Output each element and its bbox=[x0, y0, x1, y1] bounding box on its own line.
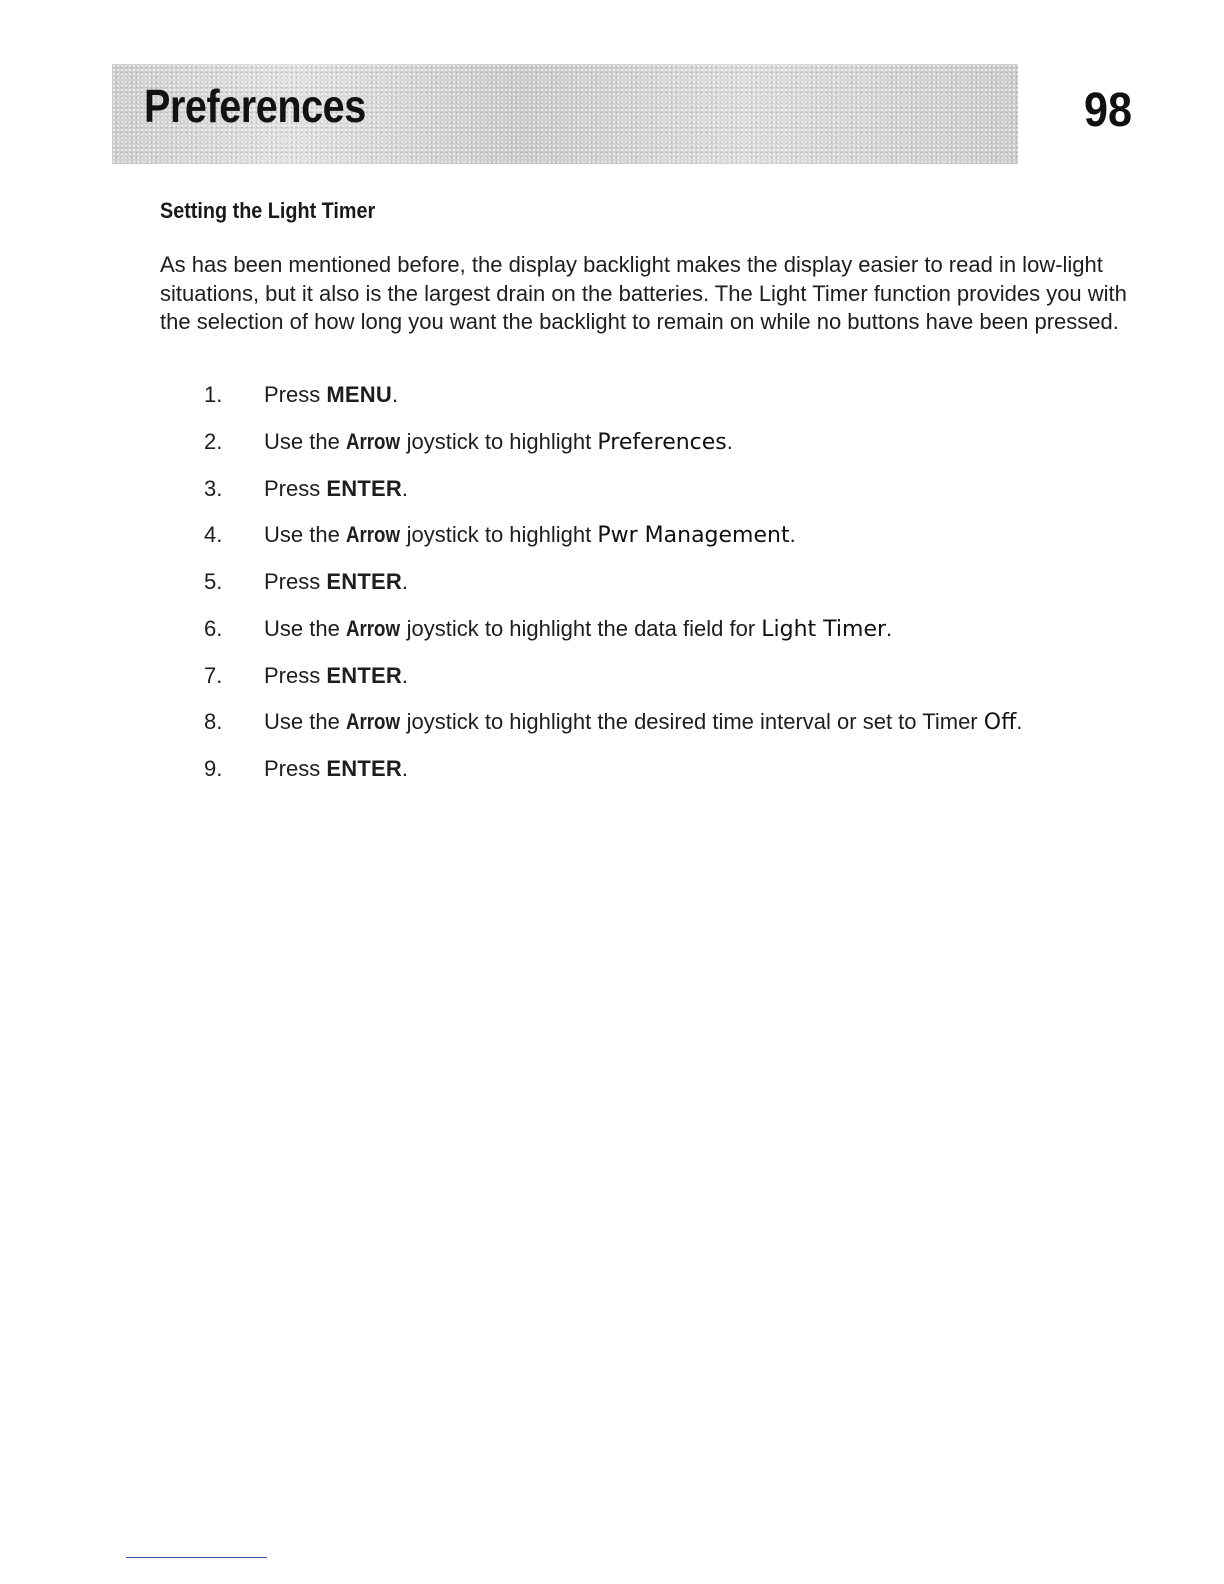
step-number: 7. bbox=[204, 662, 223, 688]
key-label: ENTER bbox=[326, 662, 402, 688]
step-text bbox=[264, 616, 892, 641]
step-text-mid: joystick to highlight bbox=[400, 522, 598, 548]
step-text-post: . bbox=[401, 662, 409, 688]
footer-rule bbox=[126, 1557, 267, 1558]
screen-label: Preferences bbox=[597, 429, 727, 455]
step-text-pre: Press bbox=[264, 662, 327, 688]
step-text-pre: Press bbox=[264, 569, 327, 594]
key-label: MENU bbox=[326, 382, 392, 407]
step-text-pre: Press bbox=[264, 756, 327, 781]
step-text bbox=[264, 709, 1022, 734]
section-title: Preferences bbox=[144, 80, 366, 132]
step-text-post: . bbox=[886, 615, 893, 641]
screen-label: Off bbox=[983, 710, 1017, 736]
step-text-mid: joystick to highlight the desired time interval or set to Timer bbox=[400, 709, 984, 735]
step-text bbox=[264, 569, 408, 594]
step-text bbox=[264, 522, 796, 547]
step-text bbox=[264, 476, 408, 501]
step-number: 2. bbox=[204, 428, 223, 454]
step-text-pre: Press bbox=[264, 475, 327, 501]
step-item bbox=[204, 425, 1022, 472]
intro-paragraph: As has been mentioned before, the display backlight makes the display easier to read in low-light situations, but it also is the largest drain on the batteries. The Light Timer function provides you with the selection of how long you want the backlight to remain on while no buttons have been pressed. bbox=[160, 252, 1127, 334]
step-text-pre: Use the bbox=[264, 615, 346, 641]
step-text-post: . bbox=[789, 522, 796, 548]
key-label: Arrow bbox=[345, 428, 400, 454]
screen-label: Pwr Management bbox=[597, 523, 790, 549]
step-item bbox=[204, 705, 1022, 752]
sub-heading: Setting the Light Timer bbox=[160, 198, 376, 223]
key-label: ENTER bbox=[326, 756, 402, 781]
step-text-post: . bbox=[401, 756, 409, 781]
step-text-pre: Use the bbox=[264, 522, 346, 548]
step-text-mid: joystick to highlight bbox=[400, 428, 598, 454]
step-text-mid: joystick to highlight the data field for bbox=[400, 615, 762, 641]
step-item bbox=[204, 565, 1022, 612]
step-text bbox=[264, 663, 408, 688]
step-item bbox=[204, 472, 1022, 519]
step-number: 5. bbox=[204, 569, 223, 594]
step-item bbox=[204, 378, 1022, 425]
step-text-post: . bbox=[401, 569, 409, 594]
step-number: 8. bbox=[204, 709, 223, 735]
step-item bbox=[204, 612, 1022, 659]
step-text bbox=[264, 756, 408, 781]
steps-list bbox=[204, 378, 1022, 799]
key-label: Arrow bbox=[345, 615, 400, 641]
step-text-pre: Use the bbox=[264, 428, 346, 454]
step-number: 3. bbox=[204, 475, 223, 501]
page-number: 98 bbox=[1084, 84, 1133, 137]
step-text-post: . bbox=[726, 428, 733, 454]
key-label: ENTER bbox=[326, 475, 402, 501]
step-number: 9. bbox=[204, 756, 223, 781]
step-number: 1. bbox=[204, 382, 223, 407]
screen-label: Light Timer bbox=[761, 616, 887, 642]
key-label: Arrow bbox=[345, 709, 400, 735]
step-text-post: . bbox=[1016, 709, 1023, 735]
step-item bbox=[204, 518, 1022, 565]
step-text-pre: Press bbox=[264, 382, 327, 407]
step-text-post: . bbox=[391, 382, 399, 407]
step-text bbox=[264, 382, 398, 407]
step-item bbox=[204, 659, 1022, 706]
key-label: Arrow bbox=[345, 522, 400, 548]
step-number: 6. bbox=[204, 615, 223, 641]
step-text-post: . bbox=[401, 475, 409, 501]
step-number: 4. bbox=[204, 522, 223, 548]
key-label: ENTER bbox=[326, 569, 402, 594]
step-item bbox=[204, 752, 1022, 799]
step-text bbox=[264, 429, 733, 454]
step-text-pre: Use the bbox=[264, 709, 346, 735]
